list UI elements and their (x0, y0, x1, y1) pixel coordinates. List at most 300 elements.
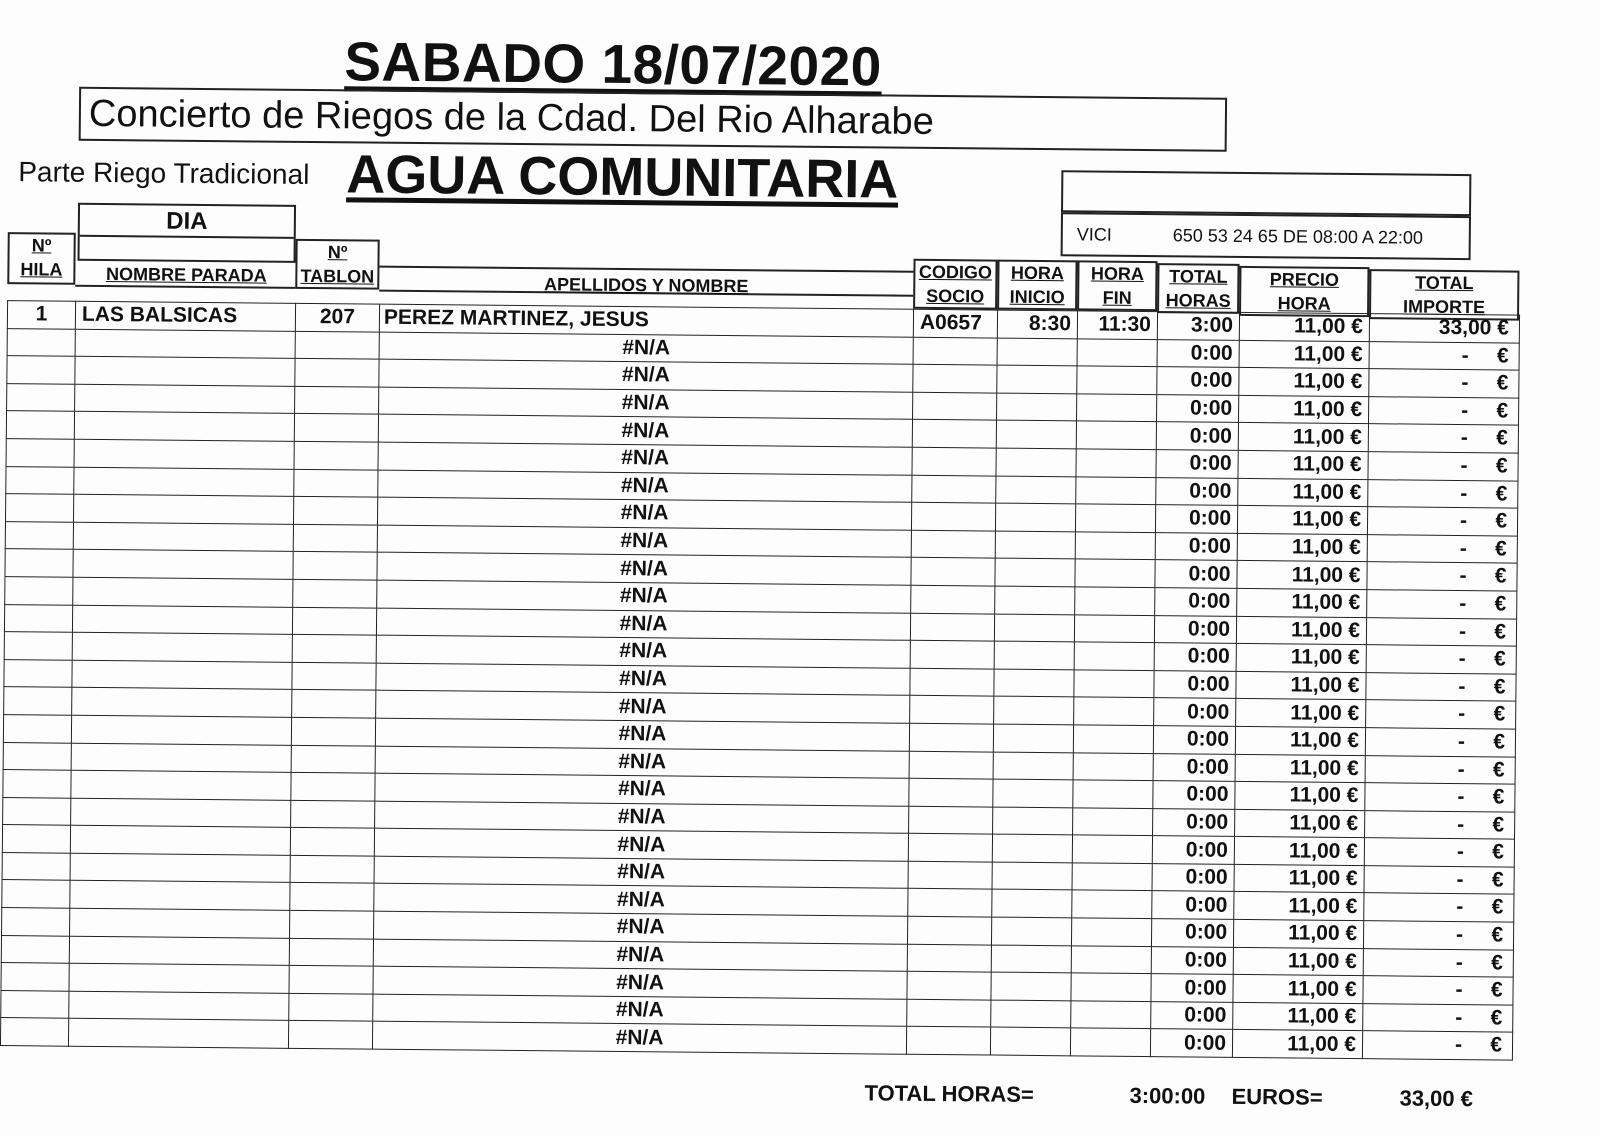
hora-inicio-cell (995, 558, 1075, 586)
parada-cell (74, 467, 294, 497)
importe-euro-sign: € (1491, 895, 1504, 919)
total-horas-cell: 0:00 (1157, 339, 1239, 367)
tablon-cell (289, 993, 373, 1021)
header-hila: HILA (20, 259, 63, 280)
header-tablon: TABLON (300, 265, 375, 287)
hora-inicio-cell (996, 420, 1076, 448)
hila-cell: 1 (7, 301, 75, 329)
tablon-cell (292, 690, 376, 718)
importe-dash: - (1460, 481, 1468, 505)
precio-cell: 11,00 € (1239, 340, 1369, 369)
importe-euro-sign: € (1493, 675, 1506, 699)
agua-title: AGUA COMUNITARIA (346, 144, 899, 210)
total-horas-cell: 0:00 (1153, 808, 1235, 836)
importe-cell (1363, 948, 1513, 977)
tablon-cell (291, 800, 375, 828)
codigo-cell (912, 475, 996, 503)
total-horas-cell: 0:00 (1151, 974, 1233, 1002)
total-horas-cell: 0:00 (1155, 560, 1237, 588)
tablon-cell (291, 772, 375, 800)
importe-euro-sign: € (1493, 702, 1506, 726)
importe-dash: - (1457, 729, 1466, 754)
hora-fin-cell (1074, 642, 1154, 670)
codigo-cell (908, 861, 992, 889)
total-horas-cell: 0:00 (1153, 726, 1235, 754)
precio-cell: 11,00 € (1233, 947, 1363, 976)
importe-euro-sign: € (1490, 978, 1503, 1002)
importe-euro-sign: € (1493, 647, 1506, 671)
precio-cell: 11,00 € (1236, 671, 1366, 700)
importe-cell (1365, 755, 1515, 784)
hora-fin-cell (1074, 697, 1154, 725)
header-socio: SOCIO (926, 285, 985, 307)
importe-dash: - (1457, 757, 1465, 781)
importe-dash: - (1455, 923, 1464, 947)
precio-cell: 11,00 € (1233, 1002, 1363, 1031)
hora-inicio-cell (997, 365, 1077, 393)
hila-cell (1, 935, 69, 963)
importe-dash: - (1458, 647, 1466, 671)
header-n: Nº (31, 235, 52, 256)
importe-dash: - (1457, 812, 1465, 836)
importe-cell (1365, 728, 1515, 757)
hora-fin-cell (1077, 366, 1157, 394)
hora-inicio-cell (992, 890, 1072, 918)
importe-cell (1367, 534, 1517, 563)
parada-cell: LAS BALSICAS (75, 301, 295, 331)
nombre-cell: #N/A (377, 552, 911, 585)
importe-euro-sign: € (1496, 399, 1509, 423)
parada-cell (73, 522, 293, 552)
hila-cell (5, 549, 73, 577)
parada-cell (70, 908, 290, 938)
hila-cell (3, 797, 71, 825)
parada-cell (69, 936, 289, 966)
tablon-cell (293, 524, 377, 552)
importe-cell (1367, 562, 1517, 591)
importe-dash: - (1456, 895, 1464, 919)
total-horas-cell: 0:00 (1155, 532, 1237, 560)
nombre-cell: #N/A (372, 1022, 906, 1055)
importe-euro-sign: € (1495, 509, 1508, 533)
total-horas-cell: 3:00 (1157, 312, 1239, 340)
parada-cell (73, 550, 293, 580)
euros-value: 33,00 € (1399, 1085, 1474, 1112)
precio-cell: 11,00 € (1238, 478, 1368, 507)
importe-dash: - (1457, 785, 1465, 809)
tablon-cell (295, 331, 379, 359)
nombre-cell: #N/A (375, 718, 909, 751)
nombre-cell: #N/A (378, 415, 912, 448)
precio-cell: 11,00 € (1237, 561, 1367, 590)
importe-cell (1368, 479, 1518, 508)
header-nombre-parada: NOMBRE PARADA (105, 264, 267, 286)
importe-euro-sign: € (1496, 426, 1508, 450)
hora-fin-cell (1075, 504, 1155, 532)
precio-cell: 11,00 € (1233, 975, 1363, 1004)
date-title: SABADO 18/07/2020 (344, 30, 883, 98)
total-horas-cell: 0:00 (1151, 919, 1233, 947)
tablon-cell (294, 469, 378, 497)
importe-dash: - (1456, 867, 1464, 891)
hora-inicio-cell: 8:30 (997, 310, 1077, 338)
precio-cell: 11,00 € (1239, 312, 1369, 341)
codigo-cell (913, 392, 997, 420)
importe-euro-sign: € (1490, 1033, 1503, 1057)
codigo-cell (911, 502, 995, 530)
codigo-cell (911, 558, 995, 586)
importe-euro-sign: € (1492, 813, 1505, 837)
importe-cell (1364, 893, 1514, 922)
importe-dash: - (1459, 591, 1467, 616)
codigo-cell (909, 751, 993, 779)
hora-fin-cell (1071, 945, 1151, 973)
total-horas-cell: 0:00 (1156, 477, 1238, 505)
nombre-cell: #N/A (378, 442, 912, 475)
tablon-cell (294, 414, 378, 442)
hora-inicio-cell (995, 586, 1075, 614)
hila-cell (6, 466, 74, 494)
header-hora-fin-1: HORA (1090, 263, 1145, 284)
codigo-cell (913, 364, 997, 392)
nombre-cell: #N/A (376, 663, 910, 696)
hora-fin-cell (1072, 863, 1152, 891)
codigo-cell (908, 889, 992, 917)
hora-fin-cell (1075, 587, 1155, 615)
hila-cell (3, 714, 71, 742)
nombre-cell: #N/A (376, 635, 910, 668)
total-horas-cell: 0:00 (1157, 367, 1239, 395)
parada-cell (72, 605, 292, 635)
euros-label: EUROS= (1231, 1083, 1323, 1110)
importe-amount: 33,00 € (1438, 315, 1510, 340)
nombre-cell: #N/A (374, 911, 908, 944)
hila-cell (4, 604, 72, 632)
dia-label: DIA (166, 207, 208, 236)
nombre-cell: #N/A (375, 773, 909, 806)
importe-euro-sign: € (1492, 785, 1505, 809)
hila-cell (2, 908, 70, 936)
total-horas-cell: 0:00 (1154, 643, 1236, 671)
hila-cell (3, 770, 71, 798)
codigo-cell (912, 420, 996, 448)
codigo-cell (911, 530, 995, 558)
codigo-cell (906, 1027, 990, 1055)
importe-cell (1366, 700, 1516, 729)
hila-cell (4, 632, 72, 660)
importe-cell (1363, 921, 1513, 950)
precio-cell: 11,00 € (1236, 616, 1366, 645)
precio-cell: 11,00 € (1234, 864, 1364, 893)
total-horas-cell: 0:00 (1155, 505, 1237, 533)
precio-cell: 11,00 € (1236, 699, 1366, 728)
codigo-cell (910, 696, 994, 724)
total-horas-cell: 0:00 (1154, 615, 1236, 643)
tablon-cell (289, 966, 373, 994)
nombre-cell: #N/A (374, 856, 908, 889)
importe-euro-sign: € (1496, 343, 1509, 368)
parada-cell (72, 632, 292, 662)
importe-dash: - (1461, 343, 1469, 367)
header-importe-1: TOTAL (1415, 272, 1474, 294)
importe-dash: - (1458, 674, 1466, 698)
importe-euro-sign: € (1494, 592, 1507, 616)
importe-dash: - (1458, 702, 1466, 726)
total-horas-cell: 0:00 (1152, 836, 1234, 864)
precio-cell: 11,00 € (1234, 892, 1364, 921)
precio-cell: 11,00 € (1235, 754, 1365, 783)
parada-cell (71, 743, 291, 773)
nombre-cell: #N/A (374, 884, 908, 917)
precio-cell: 11,00 € (1237, 588, 1367, 617)
tablon-cell (289, 938, 373, 966)
hora-inicio-cell (991, 917, 1071, 945)
parte-label: Parte Riego Tradicional (18, 156, 310, 190)
precio-cell: 11,00 € (1238, 450, 1368, 479)
importe-euro-sign: € (1495, 537, 1507, 561)
hora-inicio-cell (991, 1000, 1071, 1028)
nombre-cell: PEREZ MARTINEZ, JESUS (379, 304, 913, 337)
hora-inicio-cell (995, 531, 1075, 559)
hora-inicio-cell (994, 696, 1074, 724)
parada-cell (73, 494, 293, 524)
importe-cell (1366, 672, 1516, 701)
precio-cell: 11,00 € (1237, 533, 1367, 562)
nombre-cell: #N/A (373, 966, 907, 999)
hora-fin-cell (1071, 1001, 1151, 1029)
codigo-cell (907, 999, 991, 1027)
importe-dash: - (1461, 398, 1469, 422)
parada-cell (69, 991, 289, 1021)
codigo-cell (913, 337, 997, 365)
hora-inicio-cell (992, 834, 1072, 862)
precio-cell: 11,00 € (1235, 809, 1365, 838)
hora-fin-cell (1076, 449, 1156, 477)
codigo-cell (907, 972, 991, 1000)
parada-cell (68, 1019, 288, 1049)
codigo-cell (908, 834, 992, 862)
importe-euro-sign: € (1492, 840, 1504, 864)
importe-cell (1367, 590, 1517, 619)
precio-cell: 11,00 € (1237, 506, 1367, 535)
precio-cell: 11,00 € (1235, 781, 1365, 810)
precio-cell: 11,00 € (1235, 726, 1365, 755)
hila-cell (1, 963, 69, 991)
importe-cell (1366, 645, 1516, 674)
tablon-cell (291, 745, 375, 773)
hora-inicio-cell (994, 641, 1074, 669)
hila-cell (5, 494, 73, 522)
hila-cell (7, 328, 75, 356)
hora-inicio-cell (993, 724, 1073, 752)
codigo-cell (909, 778, 993, 806)
parada-cell (75, 356, 295, 386)
codigo-cell (907, 916, 991, 944)
header-apellidos: APELLIDOS Y NOMBRE (544, 274, 749, 297)
hora-fin-cell (1071, 973, 1151, 1001)
importe-dash: - (1454, 1033, 1463, 1057)
tablon-cell (288, 1021, 372, 1049)
tablon-cell (292, 662, 376, 690)
importe-euro-sign: € (1491, 868, 1504, 892)
hora-inicio-cell (997, 393, 1077, 421)
precio-cell: 11,00 € (1233, 919, 1363, 948)
importe-euro-sign: € (1492, 757, 1505, 781)
hora-fin-cell (1075, 559, 1155, 587)
importe-euro-sign: € (1495, 481, 1508, 506)
hora-fin-cell (1073, 808, 1153, 836)
codigo-cell (907, 944, 991, 972)
parada-cell (69, 963, 289, 993)
codigo-cell (910, 613, 994, 641)
hora-inicio-cell (997, 338, 1077, 366)
total-horas-cell: 0:00 (1154, 670, 1236, 698)
total-horas-cell: 0:00 (1157, 394, 1239, 422)
hila-cell (2, 880, 70, 908)
tablon-cell (293, 496, 377, 524)
nombre-cell: #N/A (377, 525, 911, 558)
total-horas-cell: 0:00 (1152, 891, 1234, 919)
hora-fin-cell (1076, 476, 1156, 504)
importe-euro-sign: € (1493, 730, 1506, 754)
hora-fin-cell (1072, 835, 1152, 863)
hora-fin-cell (1075, 532, 1155, 560)
codigo-cell: A0657 (913, 309, 997, 337)
hora-inicio-cell (994, 614, 1074, 642)
hora-inicio-cell (996, 476, 1076, 504)
importe-dash: - (1459, 536, 1467, 560)
parada-cell (70, 853, 290, 883)
hora-fin-cell (1074, 614, 1154, 642)
importe-dash: - (1455, 1005, 1463, 1029)
nombre-cell: #N/A (373, 994, 907, 1027)
importe-euro-sign: € (1490, 1006, 1503, 1030)
total-horas-cell: 0:00 (1151, 1001, 1233, 1029)
tablon-cell (290, 855, 374, 883)
importe-dash: - (1459, 509, 1468, 533)
hora-fin-cell (1073, 752, 1153, 780)
hila-cell (2, 825, 70, 853)
nombre-cell: #N/A (379, 387, 913, 420)
codigo-cell (910, 668, 994, 696)
total-horas-cell: 0:00 (1153, 781, 1235, 809)
total-horas-label: TOTAL HORAS= (864, 1080, 1034, 1107)
nombre-cell: #N/A (375, 801, 909, 834)
precio-cell: 11,00 € (1232, 1030, 1362, 1059)
nombre-cell: #N/A (377, 580, 911, 613)
tablon-cell: 207 (295, 303, 379, 331)
header-codigo: CODIGO (918, 261, 993, 283)
contact-phone: 650 53 24 65 DE 08:00 A 22:00 (1172, 225, 1424, 248)
hora-inicio-cell (993, 779, 1073, 807)
hila-cell (4, 659, 72, 687)
precio-cell: 11,00 € (1234, 837, 1364, 866)
importe-dash: - (1455, 950, 1463, 974)
tablon-cell (295, 386, 379, 414)
total-horas-cell: 0:00 (1152, 863, 1234, 891)
importe-euro-sign: € (1491, 923, 1504, 947)
tablon-cell (292, 607, 376, 635)
hora-fin-cell (1077, 338, 1157, 366)
hila-cell (7, 356, 75, 384)
contact-box (1061, 212, 1471, 260)
parada-cell (70, 881, 290, 911)
importe-cell (1363, 976, 1513, 1005)
precio-cell: 11,00 € (1239, 368, 1369, 397)
parada-cell (75, 384, 295, 414)
importe-euro-sign: € (1495, 454, 1508, 478)
importe-cell (1369, 341, 1519, 370)
nombre-cell: #N/A (378, 470, 912, 503)
importe-cell (1366, 617, 1516, 646)
hila-cell (6, 411, 74, 439)
hila-cell (1, 990, 69, 1018)
importe-cell (1367, 507, 1517, 536)
hora-inicio-cell (993, 807, 1073, 835)
hora-inicio-cell (991, 972, 1071, 1000)
importe-euro-sign: € (1494, 564, 1507, 588)
hora-inicio-cell (996, 448, 1076, 476)
header-precio-1: PRECIO (1269, 269, 1339, 290)
nombre-cell: #N/A (374, 828, 908, 861)
tablon-cell (290, 883, 374, 911)
hora-fin-cell (1072, 890, 1152, 918)
tablon-cell (294, 441, 378, 469)
importe-cell (1364, 866, 1514, 895)
hora-fin-cell (1076, 421, 1156, 449)
nombre-cell: #N/A (373, 939, 907, 972)
parada-cell (71, 770, 291, 800)
total-horas-value: 3:00:00 (1129, 1082, 1206, 1109)
tablon-cell (292, 634, 376, 662)
hila-cell (6, 439, 74, 467)
importe-cell (1362, 1031, 1512, 1060)
hora-inicio-cell (994, 669, 1074, 697)
nombre-cell: #N/A (379, 359, 913, 392)
parada-cell (72, 660, 292, 690)
hora-inicio-cell (995, 503, 1075, 531)
hila-cell (4, 687, 72, 715)
tablon-cell (290, 910, 374, 938)
total-horas-cell: 0:00 (1154, 698, 1236, 726)
importe-cell (1368, 424, 1518, 453)
hila-cell (3, 742, 71, 770)
hila-cell (5, 521, 73, 549)
nombre-cell: #N/A (379, 332, 913, 365)
parada-cell (71, 798, 291, 828)
hora-inicio-cell (990, 1027, 1070, 1055)
importe-dash: - (1461, 371, 1469, 395)
hora-fin-cell (1077, 394, 1157, 422)
total-horas-cell: 0:00 (1150, 1029, 1232, 1057)
codigo-cell (909, 723, 993, 751)
parada-cell (75, 329, 295, 359)
header-total-horas-1: TOTAL (1169, 266, 1228, 287)
hora-inicio-cell (992, 862, 1072, 890)
importe-cell (1368, 396, 1518, 425)
tablon-cell (291, 717, 375, 745)
tablon-cell (290, 828, 374, 856)
codigo-cell (909, 806, 993, 834)
hora-fin-cell (1074, 670, 1154, 698)
total-horas-cell: 0:00 (1151, 946, 1233, 974)
total-horas-cell: 0:00 (1155, 588, 1237, 616)
codigo-cell (911, 585, 995, 613)
importe-cell (1365, 783, 1515, 812)
importe-dash: - (1456, 840, 1465, 864)
subtitle-box: Concierto de Riegos de la Cdad. Del Rio Alharabe (79, 87, 1227, 152)
tablon-cell (293, 579, 377, 607)
